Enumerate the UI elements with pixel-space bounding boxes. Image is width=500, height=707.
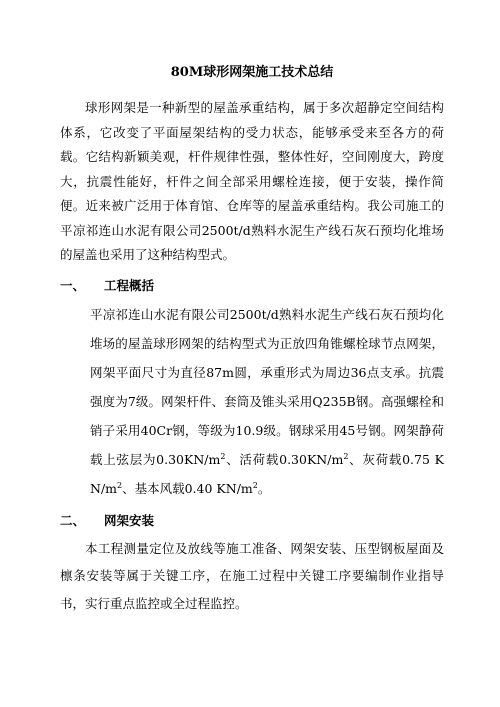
- unit-exponent: 2: [343, 451, 349, 461]
- live-load-text: 、活荷载0.30KN/m: [225, 451, 344, 467]
- section-number: 一、: [60, 277, 86, 293]
- section-2-body: 本工程测量定位及放线等施工准备、网架安装、压型钢板屋面及檩条安装等属于关键工序，在施工过程中关键工序要编制作业指导书，实行重点监控或全过程监控。: [60, 540, 444, 611]
- sentence-end: 。: [257, 480, 271, 496]
- unit-exponent: 2: [117, 480, 123, 490]
- unit-exponent: 2: [220, 451, 226, 461]
- section-heading-1: [60, 274, 444, 298]
- section-1-text: 平凉祁连山水泥有限公司2500t/d熟料水泥生产线石灰石预均化堆场的屋盖球形网架的结构型式为正放四角锥螺栓球节点网架，网架平面尺寸为直径87m圆，承重形式为周边36点支承。抗震强度为7级。网架杆件、套筒及锥头采用Q235B钢。高强螺栓和销子采用40Cr钢，等级为10.9级。钢球采用45号钢。网架静荷载上弦层为0.30KN/m: [90, 306, 444, 467]
- ash-load-text: 、灰荷载0.75 KN/m: [90, 451, 444, 496]
- intro-paragraph: 球形网架是一种新型的屋盖承重结构，属于多次超静定空间结构体系，它改变了平面屋架结构的受力状态，能够承受来至各方的荷载。它结构新颖美观，杆件规律性强，整体性好，空间刚度大，跨度大，抗震性能好，杆件之间全部采用螺栓连接，便于安装，操作简便。近来被广泛用于体育馆、仓库等的屋盖承重结构。我公司施工的平凉祁连山水泥有限公司2500t/d熟料水泥生产线石灰石预均化堆场的屋盖也采用了这种结构型式。: [60, 100, 444, 262]
- wind-load-text: 、基本风载0.40 KN/m: [122, 480, 253, 496]
- unit-exponent: 2: [252, 480, 258, 490]
- section-heading-2: [60, 509, 444, 533]
- section-title: 网架安装: [104, 512, 155, 528]
- section-number: 二、: [60, 512, 86, 528]
- section-1-body: [60, 300, 444, 503]
- document-title: 80M球形网架施工技术总结: [170, 65, 334, 80]
- section-title: 工程概括: [104, 277, 155, 293]
